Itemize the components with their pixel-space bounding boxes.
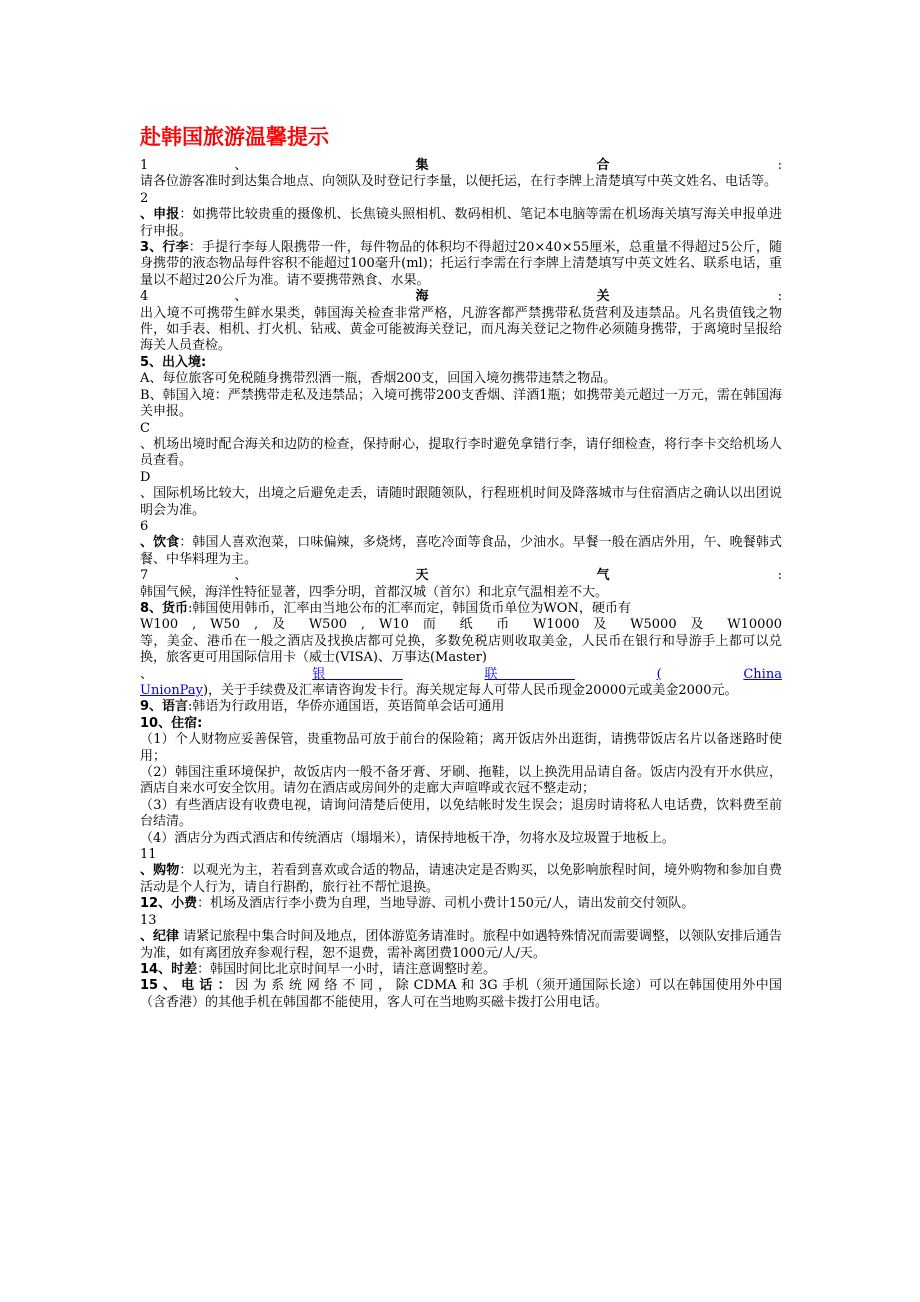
unionpay-link-part-1[interactable]: 银 [312, 666, 403, 682]
section-12-body: 12、小费：机场及酒店行李小费为自理，当地导游、司机小费计150元/人，请出发前交付领队。 [140, 896, 695, 912]
section-5-item-a: A、每位旅客可免税随身携带烈酒一瓶，香烟200支，回国入境勿携带违禁之物品。 [140, 371, 617, 387]
section-13-number: 13 [140, 912, 157, 928]
section-1-heading: 1 、 集 合 : [140, 158, 782, 173]
section-4-heading: 4 、 海 关 : [140, 289, 782, 305]
section-7-body: 韩国气候，海洋性特征显著，四季分明，首都汉城（首尔）和北京气温相差不大。 [140, 584, 609, 600]
section-13-body: 、纪律 请紧记旅程中集合时间及地点，团体游览务请准时。旅程中如遇特殊情况而需要调整，以领队安排后通告为准，如有离团放弃参观行程，恕不退费，需补离团费1000元/人/天。 [140, 929, 782, 961]
section-5-item-d-letter: D [140, 469, 151, 485]
section-9-body: 9、语言:韩语为行政用语，华侨亦通国语，英语简单会话可通用 [140, 699, 505, 715]
section-10-heading: 10、住宿: [140, 715, 203, 731]
section-11-number: 11 [140, 847, 157, 863]
section-2-number: 2 [140, 190, 149, 206]
section-8-line-2: W100 , W50 , 及 W500 , W10 而 纸 币 W1000 及 W5000 及 W10000 [140, 617, 782, 633]
section-5-item-c: 、机场出境时配合海关和边防的检查，保持耐心，提取行李时避免拿错行李，请仔细检查，将行李卡交给机场人员查看。 [140, 436, 782, 469]
document-title: 赴韩国旅游温馨提示 [140, 125, 329, 149]
section-5-heading: 5、出入境: [140, 354, 207, 370]
section-6-number: 6 [140, 518, 149, 534]
section-3-body: 3、行李：手提行李每人限携带一件，每件物品的体积均不得超过20×40×55厘米，总重量不得超过5公斤，随身携带的液态物品每件容积不能超过100毫升(ml)；托运行李需在行李牌上清楚填写中英文姓名、联系电话，重量以不超过20公斤为准。请不要携带熟食、水果。 [140, 240, 783, 288]
section-15-body: 15 、 电 话 ： 因 为 系 统 网 络 不 同 ， 除 CDMA 和 3G 手机（须开通国际长途）可以在韩国使用外中国（含香港）的其他手机在韩国都不能使用，客人可在当地购买磁卡拨打公用电话。 [140, 978, 782, 1010]
section-6-body: 、饮食：韩国人喜欢泡菜，口味偏辣，多烧烤，喜吃冷面等食品，少油水。早餐一般在酒店外用，午、晚餐韩式餐、中华料理为主。 [140, 535, 782, 567]
document-page [140, 122, 782, 1011]
section-5-item-d: 、国际机场比较大，出境之后避免走丢，请随时跟随领队，行程班机时间及降落城市与住宿酒店之确认以出团说明会为准。 [140, 486, 782, 518]
unionpay-link[interactable]: UnionPay [140, 683, 203, 698]
document-body [140, 158, 782, 1011]
section-10-item-4: （4）酒店分为西式酒店和传统酒店（塌塌米），请保持地板干净，勿将水及垃圾置于地板上。 [140, 830, 675, 846]
section-10-item-3: （3）有些酒店设有收费电视，请询问清楚后使用，以免结帐时发生误会；退房时请将私人电话费，饮料费至前台结清。 [140, 797, 782, 830]
unionpay-link-part-2[interactable]: 联 [484, 666, 575, 682]
section-8-line-1: 8、货币:韩国使用韩币，汇率由当地公布的汇率而定，韩国货币单位为WON，硬币有 [140, 600, 631, 616]
section-8-line-3: 等，美金、港币在一般之酒店及找换店都可兑换，多数免税店则收取美金，人民币在银行和导游手上都可以兑换，旅客更可用国际信用卡（威士(VISA)、万事达(Master) [140, 633, 782, 666]
section-5-item-c-letter: C [140, 420, 150, 436]
section-11-body: 、购物：以观光为主，若看到喜欢或合适的物品，请速决定是否购买，以免影响旅程时间，境外购物和参加自费活动是个人行为，请自行斟酌，旅行社不帮忙退换。 [140, 863, 782, 895]
section-7-heading: 7 、 天 气 : [140, 568, 782, 584]
section-5-item-b: B、韩国入境：严禁携带走私及违禁品；入境可携带200支香烟、洋酒1瓶；如携带美元超过一万元，需在韩国海关申报。 [140, 387, 782, 420]
section-8-line-5: UnionPay)，关于手续费及汇率请咨询发卡行。海关规定每人可带人民币现金20000元或美金2000元。 [140, 683, 738, 698]
unionpay-link-part-4[interactable]: China [743, 666, 782, 682]
section-2-body: 、申报：如携带比较贵重的摄像机、长焦镜头照相机、数码相机、笔记本电脑等需在机场海关填写海关申报单进行申报。 [140, 207, 782, 239]
section-8-line-4: 、 银 联 ( China [140, 666, 782, 682]
section-14-body: 14、时差：韩国时间比北京时间早一小时，请注意调整时差。 [140, 961, 497, 977]
section-4-body: 出入境不可携带生鲜水果类，韩国海关检查非常严格，凡游客都严禁携带私货营利及违禁品。凡名贵值钱之物件，如手表、相机、打火机、钻戒、黄金可能被海关登记，而凡海关登记之物件必须随身携带，于离境时呈报给海关人员查检。 [140, 305, 782, 354]
unionpay-link-part-3[interactable]: ( [656, 666, 662, 682]
section-10-item-2: （2）韩国注重环境保护，故饭店内一般不备牙膏、牙刷、拖鞋，以上换洗用品请自备。饭店内没有开水供应，酒店自来水可安全饮用。请勿在酒店或房间外的走廊大声喧哗或衣冠不整走动； [140, 765, 782, 797]
section-10-item-1: （1）个人财物应妥善保管，贵重物品可放于前台的保险箱；离开饭店外出逛街，请携带饭店名片以备迷路时使用； [140, 732, 782, 764]
section-1-body: 请各位游客准时到达集合地点、向领队及时登记行李量，以便托运，在行李牌上清楚填写中英文姓名、电话等。 [140, 174, 778, 190]
